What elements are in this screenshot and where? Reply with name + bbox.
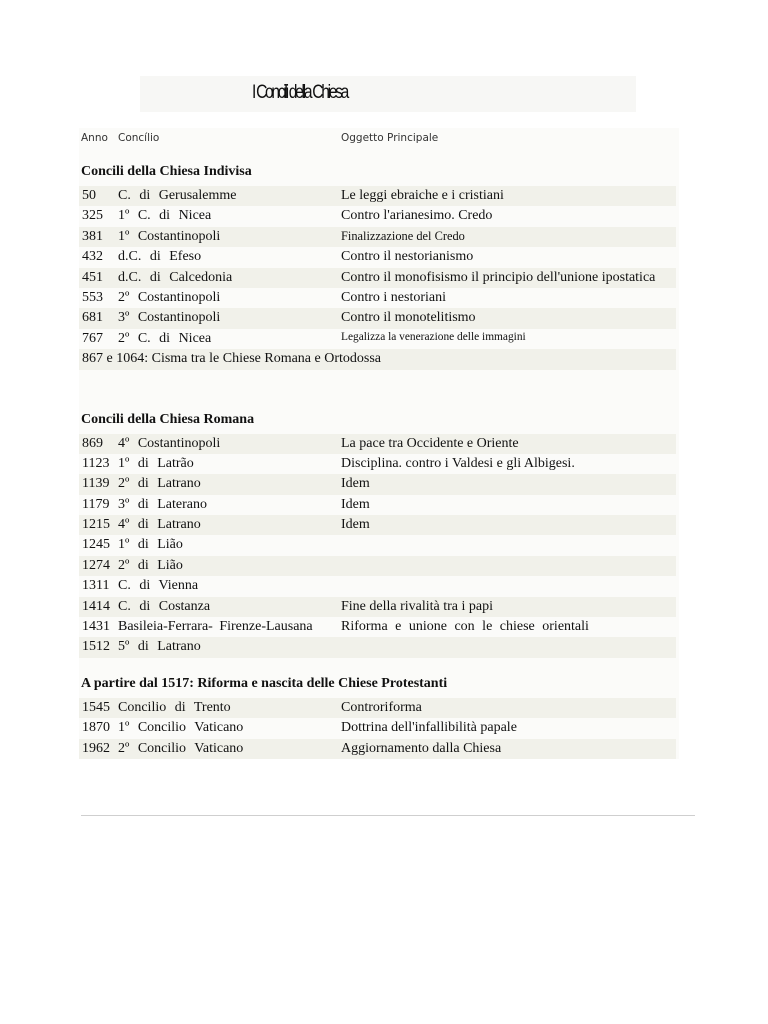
cell-anno: 1545	[82, 699, 110, 715]
table-row	[79, 454, 676, 474]
cell-oggetto: Disciplina. contro i Valdesi e gli Albigesi.	[341, 455, 575, 471]
table-row	[79, 718, 676, 738]
cell-concilio: 5º di Latrano	[118, 639, 201, 655]
cell-oggetto: Finalizzazione del Credo	[341, 228, 465, 243]
cell-anno: 1512	[82, 639, 110, 655]
cell-concilio: 1º di Lião	[118, 537, 183, 553]
section-title: Concili della Chiesa Romana	[81, 411, 255, 427]
cell-concilio: 1º Costantinopoli	[118, 228, 221, 244]
column-header-anno: Anno	[81, 132, 108, 144]
cell-concilio: 2º Costantinopoli	[118, 289, 221, 305]
schism-note: 867 e 1064: Cisma tra le Chiese Romana e Ortodossa	[82, 351, 381, 367]
table-row	[79, 474, 676, 494]
cell-anno: 1414	[82, 598, 110, 614]
cell-concilio: 2º Concilio Vaticano	[118, 740, 244, 756]
cell-oggetto: Contro il monotelitismo	[341, 310, 476, 326]
cell-anno: 381	[82, 228, 103, 244]
cell-anno: 50	[82, 188, 96, 203]
cell-oggetto: Contro l'arianesimo. Credo	[341, 208, 493, 224]
cell-anno: 1245	[82, 537, 110, 553]
cell-concilio: 1º C. di Nicea	[118, 208, 212, 224]
cell-anno: 1962	[82, 740, 110, 756]
table-row	[79, 186, 676, 206]
cell-concilio: 1º di Latrão	[118, 455, 194, 471]
cell-concilio: C. di Gerusalemme	[118, 188, 237, 203]
cell-concilio: Concilio di Trento	[118, 699, 231, 715]
table-row	[79, 576, 676, 596]
title-banner	[140, 76, 636, 112]
cell-oggetto: Le leggi ebraiche e i cristiani	[341, 188, 504, 203]
cell-oggetto: Legalizza la venerazione delle immagini	[341, 330, 526, 343]
cell-oggetto: Dottrina dell'infallibilità papale	[341, 720, 517, 736]
cell-anno: 325	[82, 208, 103, 224]
table-row	[79, 739, 676, 759]
section-spacer	[79, 370, 679, 398]
cell-concilio: C. di Vienna	[118, 578, 199, 594]
cell-concilio: 2º C. di Nicea	[118, 330, 212, 346]
cell-concilio: 2º di Latrano	[118, 476, 201, 492]
cell-oggetto: Fine della rivalità tra i papi	[341, 598, 494, 614]
cell-oggetto: Contro il monofisismo il principio dell'unione ipostatica	[341, 269, 656, 285]
table-row	[79, 535, 676, 555]
cell-concilio: Basileia-Ferrara- Firenze-Lausana	[118, 619, 313, 635]
cell-anno: 1123	[82, 455, 110, 471]
cell-anno: 1870	[82, 720, 110, 736]
column-header-oggetto: Oggetto Principale	[341, 132, 439, 144]
divider	[81, 815, 695, 816]
table-row	[79, 556, 676, 576]
table-row	[79, 597, 676, 617]
cell-concilio: 3º di Laterano	[118, 496, 207, 512]
cell-concilio: C. di Costanza	[118, 598, 211, 614]
cell-oggetto: Riforma e unione con le chiese orientali	[341, 619, 589, 635]
cell-oggetto: Idem	[341, 476, 370, 492]
cell-concilio: 2º di Lião	[118, 557, 183, 573]
cell-oggetto: Contro il nestorianismo	[341, 249, 474, 265]
table-row	[79, 495, 676, 515]
cell-anno: 1139	[82, 476, 110, 492]
cell-anno: 451	[82, 269, 103, 285]
cell-anno: 432	[82, 249, 103, 265]
cell-concilio: 4º Costantinopoli	[118, 435, 221, 451]
cell-anno: 1179	[82, 496, 110, 512]
page-title: I Concili della Chiesa	[252, 82, 347, 103]
cell-concilio: 1º Concilio Vaticano	[118, 720, 244, 736]
section-title: Concili della Chiesa Indivisa	[81, 164, 252, 179]
table-row	[79, 698, 676, 718]
table-row	[79, 288, 676, 308]
schism-note-row	[79, 349, 676, 369]
table-row	[79, 206, 676, 226]
table-body	[79, 150, 679, 759]
table-row	[79, 329, 676, 349]
cell-concilio: 4º di Latrano	[118, 517, 201, 533]
column-header-concilio: Concílio	[118, 132, 160, 144]
cell-anno: 681	[82, 310, 103, 326]
cell-anno: 553	[82, 289, 103, 305]
table-row	[79, 434, 676, 454]
section-title: A partire dal 1517: Riforma e nascita delle Chiese Protestanti	[81, 675, 448, 691]
cell-anno: 1215	[82, 517, 110, 533]
cell-anno: 767	[82, 330, 103, 346]
table-row	[79, 515, 676, 535]
table-row	[79, 617, 676, 637]
cell-oggetto: La pace tra Occidente e Oriente	[341, 435, 519, 451]
cell-anno: 1274	[82, 557, 110, 573]
table-row	[79, 308, 676, 328]
cell-concilio: d.C. di Efeso	[118, 249, 202, 265]
cell-anno: 1311	[82, 578, 110, 594]
cell-concilio: 3º Costantinopoli	[118, 310, 221, 326]
cell-anno: 1431	[82, 619, 110, 635]
table-row	[79, 247, 676, 267]
column-headers	[79, 128, 679, 150]
cell-oggetto: Contro i nestoriani	[341, 289, 446, 305]
cell-oggetto: Aggiornamento dalla Chiesa	[341, 740, 502, 756]
table-row	[79, 637, 676, 657]
councils-table	[79, 128, 679, 759]
cell-oggetto: Idem	[341, 496, 370, 512]
cell-concilio: d.C. di Calcedonia	[118, 269, 233, 285]
cell-oggetto: Controriforma	[341, 699, 422, 715]
table-row	[79, 268, 676, 288]
cell-anno: 869	[82, 435, 103, 451]
cell-oggetto: Idem	[341, 517, 370, 533]
table-row	[79, 227, 676, 247]
